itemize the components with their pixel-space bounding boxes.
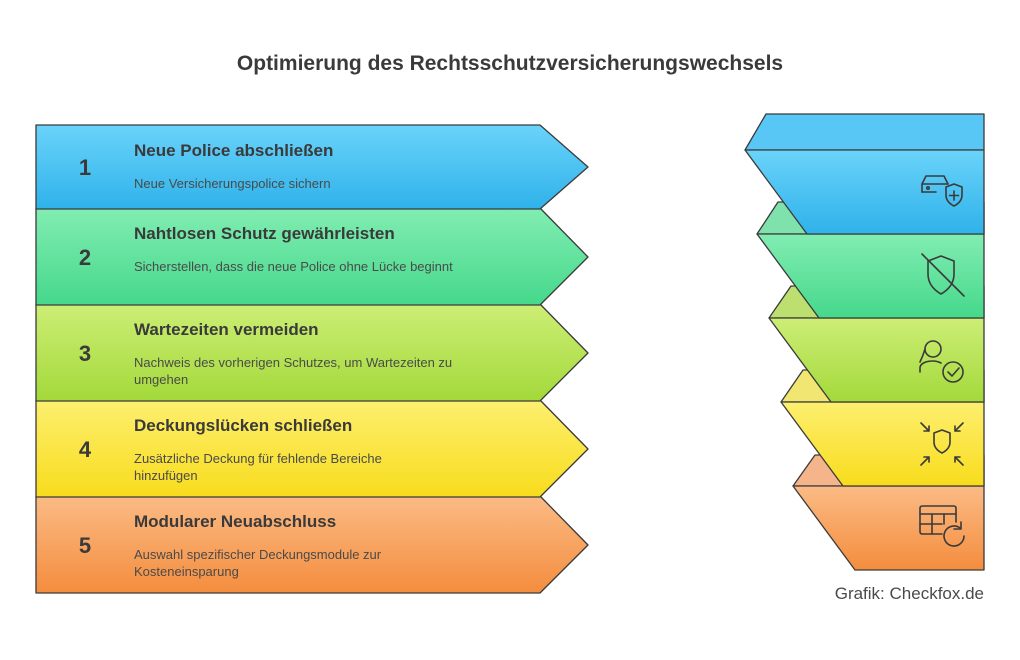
step-4-description: Zusätzliche Deckung für fehlende Bereiche hinzufügen bbox=[134, 451, 382, 483]
block-5 bbox=[793, 486, 984, 570]
step-4-title: Deckungslücken schließen bbox=[134, 416, 353, 435]
step-1 bbox=[134, 141, 494, 192]
step-5-title: Modularer Neuabschluss bbox=[134, 512, 337, 531]
step-5 bbox=[134, 512, 494, 580]
step-1-description: Neue Versicherungspolice sichern bbox=[134, 176, 331, 191]
step-4 bbox=[134, 416, 494, 484]
step-2 bbox=[134, 224, 494, 275]
step-5-description: Auswahl spezifischer Deckungsmodule zur Kosteneinsparung bbox=[134, 547, 382, 579]
step-3-description: Nachweis des vorherigen Schutzes, um Wartezeiten zu umgehen bbox=[134, 355, 453, 387]
step-1-number: 1 bbox=[78, 155, 92, 180]
step-2-title: Nahtlosen Schutz gewährleisten bbox=[134, 224, 395, 243]
step-5-number: 5 bbox=[78, 533, 92, 558]
step-2-description: Sicherstellen, dass die neue Police ohne Lücke beginnt bbox=[134, 259, 453, 274]
step-2-number: 2 bbox=[78, 245, 92, 270]
step-4-number: 4 bbox=[78, 437, 92, 462]
step-3-title: Wartezeiten vermeiden bbox=[134, 320, 319, 339]
step-1-title: Neue Police abschließen bbox=[134, 141, 334, 160]
credit: Grafik: Checkfox.de bbox=[834, 584, 984, 603]
page-title: Optimierung des Rechtsschutzversicherungswechsels bbox=[236, 52, 784, 75]
step-3-number: 3 bbox=[78, 341, 92, 366]
step-3 bbox=[134, 320, 494, 388]
